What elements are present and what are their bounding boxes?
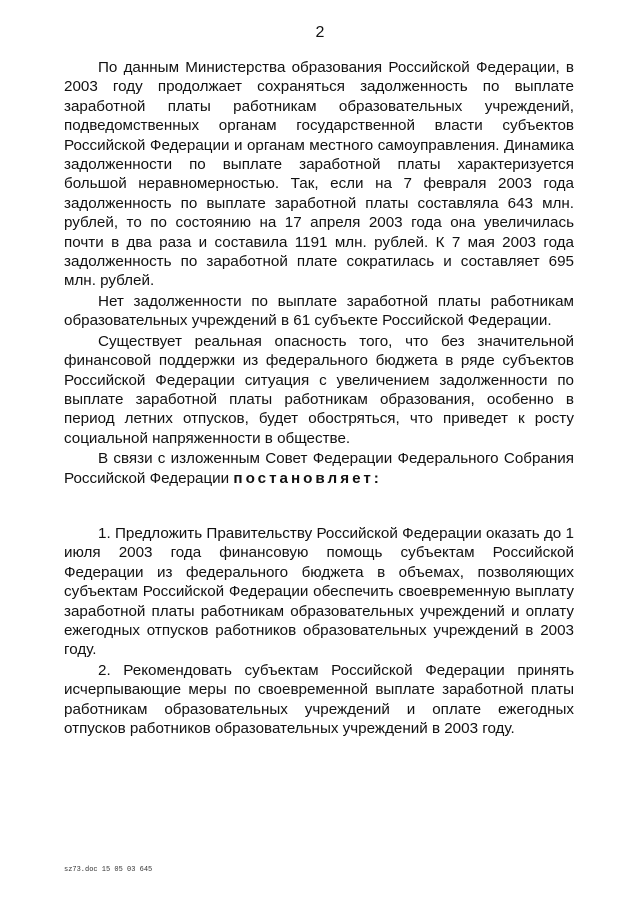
paragraph-resolution-intro (64, 449, 574, 488)
resolution-item-2: 2. Рекомендовать субъектам Российской Федерации принять исчерпывающие меры по своевременной выплате заработной платы работникам образовательных учреждений и оплате ежегодных отпусков работников образовательных учреждений в 2003 году. (64, 661, 574, 737)
page-number: 2 (315, 24, 325, 41)
file-footer: sz73.doc 15 05 03 645 (64, 866, 153, 874)
resolution-item-1: 1. Предложить Правительству Российской Федерации оказать до 1 июля 2003 года финансовую помощь субъектам Российской Федерации из федерального бюджета в объемах, позволяющих субъектам Российской Федерации обеспечить своевременную выплату заработной платы работникам образовательных учреждений и оплату ежегодных отпусков работников образовательных учреждений в 2003 году. (64, 524, 574, 659)
document-body (64, 58, 574, 738)
paragraph-no-debt-regions: Нет задолженности по выплате заработной платы работникам образовательных учреждений в 61 субъекте Российской Федерации. (64, 292, 574, 330)
paragraph-risk: Существует реальная опасность того, что без значительной финансовой поддержки из федерального бюджета в ряде субъектов Российской Федерации ситуация с увеличением задолженности по выплате заработной платы работникам образования, особенно в период летних отпусков, будет обостряться, что приведет к росту социальной напряженности в обществе. (64, 332, 574, 447)
resolution-intro-text: В связи с изложенным Совет Федерации Федерального Собрания Российской Федерации (64, 450, 574, 487)
paragraph-debt-overview: По данным Министерства образования Российской Федерации, в 2003 году продолжает сохраняться задолженность по выплате заработной платы работникам образовательных учреждений, подведомственных органам государственной власти субъектов Российской Федерации и органам местного самоуправления. Динамика задолженности по выплате заработной платы характеризуется большой неравномерностью. Так, если на 7 февраля 2003 года задолженность по выплате заработной платы составляла 643 млн. рублей, то по состоянию на 17 апреля 2003 года она увеличилась почти в два раза и составила 1191 млн. рублей. К 7 мая 2003 года задолженность по заработной плате сократилась и составляет 695 млн. рублей. (64, 59, 574, 290)
resolution-keyword: постановляет: (233, 469, 382, 487)
